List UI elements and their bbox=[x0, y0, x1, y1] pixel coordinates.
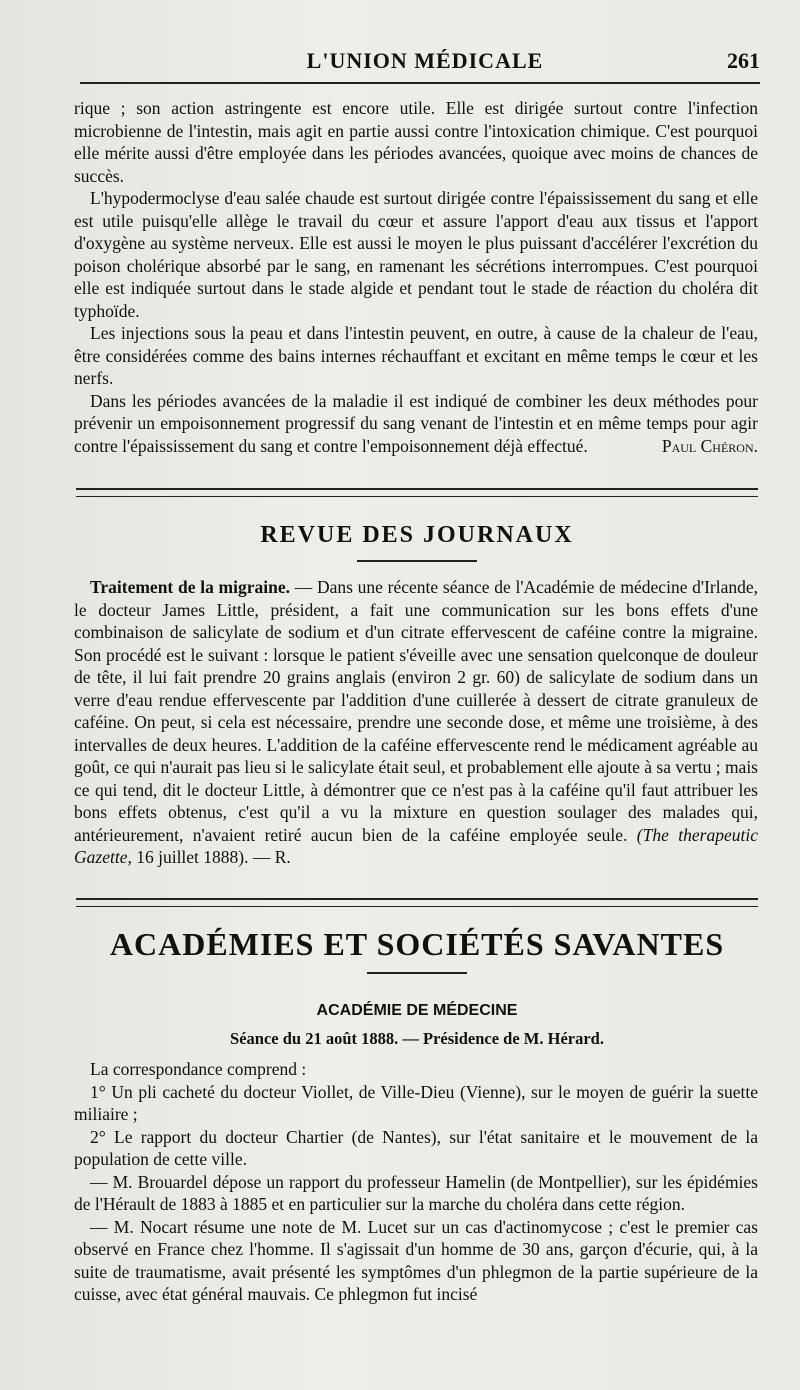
header-rule bbox=[80, 82, 760, 84]
section-divider bbox=[76, 488, 758, 497]
paragraph: 2° Le rapport du docteur Chartier (de Nantes), sur l'état sanitaire et le mouvement de la population de cette ville. bbox=[74, 1126, 758, 1169]
paragraph: rique ; son action astringente est encore utile. Elle est dirigée surtout contre l'infection microbienne de l'intestin, mais agit en partie aussi contre l'intoxication chimique. C'est pourquoi elle mérite aussi d'être employée dans les périodes avancées, quoique avec moins de chances de succès. bbox=[74, 98, 758, 186]
item-dash: — bbox=[290, 577, 317, 597]
academies-body bbox=[74, 1058, 758, 1306]
subsection-title: ACADÉMIE DE MÉDECINE bbox=[316, 1002, 518, 1019]
item-source: (The therapeutic Gazette, bbox=[74, 824, 758, 867]
paragraph: Les injections sous la peau et dans l'intestin peuvent, en outre, à cause de la chaleur de l'eau, être considérées comme des bains internes réchauffant et excitant en même temps le cœur et les nerfs. bbox=[74, 323, 758, 388]
section-title-academies: ACADÉMIES ET SOCIÉTÉS SAVANTES bbox=[109, 926, 725, 962]
section-divider bbox=[76, 898, 758, 907]
paragraph: — M. Nocart résume une note de M. Lucet sur un cas d'actinomycose ; c'est le premier cas observé en France chez l'homme. Il s'agissait d'un homme de 30 ans, garçon d'écurie, qui, à la suite de traumatisme, avait présenté les symptômes d'un phlegmon de la partie supérieure de la cuisse, avec état général mauvais. Ce phlegmon fut incisé bbox=[74, 1216, 758, 1304]
title-underline bbox=[367, 972, 467, 974]
running-title: L'UNION MÉDICALE bbox=[306, 48, 544, 73]
title-underline bbox=[357, 560, 477, 562]
item-body: Dans une récente séance de l'Académie de médecine d'Irlande, le docteur James Little, président, a fait une communication sur les bons effets d'une combinaison de salicylate de sodium et d'un citrate effervescent de caféine contre la migraine. Son procédé est le suivant : lorsque le patient s'éveille avec une sensation quelconque de douleur de tête, il lui fait prendre 20 grains anglais (environ 2 gr. 60) de salicylate de sodium dans un verre d'eau rendue effervescente par l'addition d'une cuillerée à dessert de citrate granuleux de caféine. On peut, si cela est nécessaire, prendre une seconde dose, et même une troisième, à des intervalles de deux heures. L'addition de la caféine effervescente rend le médicament agréable au goût, ce qui n'aurait pas lieu si le salicylate était seul, et probablement elle ajoute à sa vertu ; mais ce qui tend, dit le docteur Little, à démontrer que ce n'est pas à la caféine qu'il faut attribuer les bons effets obtenus, c'est qu'il a vu la mixture en question soulager des malades qui, antérieurement, n'avaient retiré aucun bien de la caféine employée seule. bbox=[74, 577, 759, 845]
paragraph: Dans les périodes avancées de la maladie il est indiqué de combiner les deux méthodes pour prévenir un empoisonnement progressif du sang venant de l'intestin et en même temps pour agir contre l'épaississement du sang et contre l'empoisonnement déjà effectué. bbox=[74, 390, 758, 456]
opening-article bbox=[74, 97, 758, 457]
paragraph: L'hypodermoclyse d'eau salée chaude est surtout dirigée contre l'épaississement du sang et elle est utile puisqu'elle allège le travail du cœur et assure l'apport d'eau aux tissus et l'apport d'oxygène au système nerveux. Elle est aussi le moyen le plus puissant d'accélérer l'excrétion du poison cholérique absorbé par le sang, en ramenant les sécrétions interrompues. C'est pourquoi elle est indiquée surtout dans le stade algide et pendant tout le stade de réaction du choléra dit typhoïde. bbox=[74, 188, 758, 321]
section-title-revue: REVUE DES JOURNAUX bbox=[260, 522, 574, 548]
revue-item bbox=[74, 576, 758, 869]
item-title: Traitement de la migraine. bbox=[90, 577, 290, 597]
paragraph: La correspondance comprend : bbox=[90, 1059, 307, 1079]
page-number: 261 bbox=[727, 48, 760, 73]
author-signature: Paul Chéron. bbox=[661, 435, 758, 456]
item-source-end: 16 juillet 1888). — R. bbox=[131, 847, 291, 867]
session-line: Séance du 21 août 1888. — Présidence de M. Hérard. bbox=[230, 1029, 604, 1048]
paragraph: — M. Brouardel dépose un rapport du professeur Hamelin (de Montpellier), sur les épidémies de l'Hérault de 1883 à 1885 et en particulier sur la marche du choléra dans cette région. bbox=[74, 1171, 758, 1214]
paragraph: 1° Un pli cacheté du docteur Viollet, de Ville-Dieu (Vienne), sur le moyen de guérir la suette miliaire ; bbox=[74, 1081, 758, 1124]
page-header bbox=[80, 44, 770, 74]
